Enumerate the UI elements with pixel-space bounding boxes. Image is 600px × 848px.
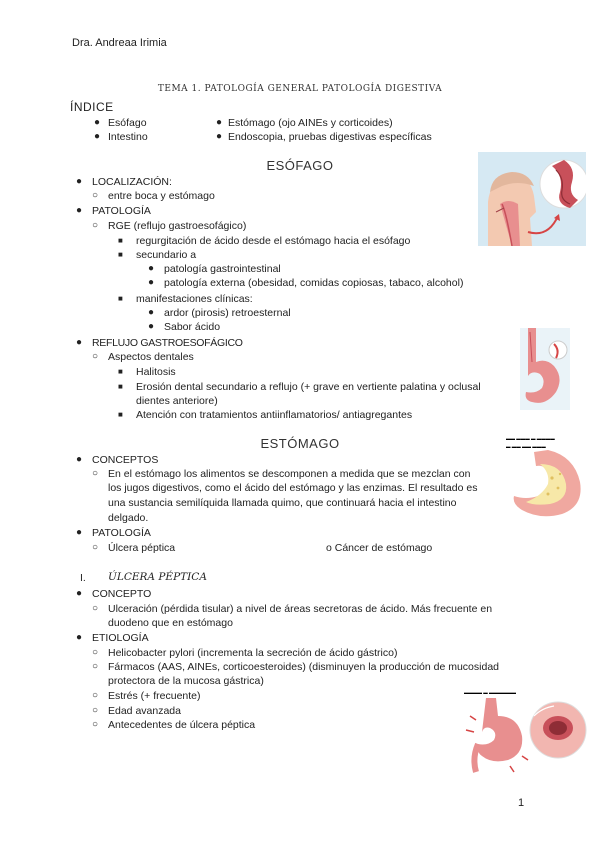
bullet-circle: ○ <box>92 468 99 479</box>
erosion-item-line1: Erosión dental secundario a reflujo (+ grave en vertiente palatina y oclusal <box>136 381 481 393</box>
bullet-dot: ● <box>148 321 155 332</box>
section-heading-esofago: ESÓFAGO <box>266 158 334 173</box>
rge-item: RGE (reflujo gastroesofágico) <box>108 220 247 232</box>
bullet-circle: ○ <box>92 661 99 672</box>
bullet-circle: ○ <box>92 705 99 716</box>
antecedentes-item: Antecedentes de úlcera péptica <box>108 719 256 731</box>
patologia-label: PATOLOGÍA <box>92 205 151 217</box>
ulcera-item: Úlcera péptica <box>108 542 176 554</box>
bullet-square: ■ <box>118 367 123 376</box>
farmacos-item-line1: Fármacos (AAS, AINEs, corticoesteroides) (disminuyen la producción de mucosidad <box>108 661 500 673</box>
index-item: Estómago (ojo AINEs y corticoides) <box>228 117 393 129</box>
concepto-text-line2: duodeno que en estómago <box>108 617 233 629</box>
conceptos-text-line1: En el estómago los alimentos se descomponen a medida que se mezclan con <box>108 468 471 480</box>
bullet-circle: ○ <box>92 719 99 730</box>
bullet-dot: ● <box>76 176 83 187</box>
regurgitacion-item: regurgitación de ácido desde el estómago hacia el esófago <box>136 235 411 247</box>
estres-item: Estrés (+ frecuente) <box>108 690 201 702</box>
sabor-item: Sabor ácido <box>164 321 221 333</box>
atencion-item: Atención con tratamientos antiinflamatorios/ antiagregantes <box>136 409 413 421</box>
conceptos-text-line4: delgado. <box>108 512 149 524</box>
bullet-dot: ● <box>94 131 101 142</box>
bullet-square: ■ <box>118 410 123 419</box>
section-numeral: I. <box>80 572 86 584</box>
patologia-estomago-label: PATOLOGÍA <box>92 527 151 539</box>
author-header: Dra. Andreaa Irimia <box>72 37 167 49</box>
halitosis-item: Halitosis <box>136 366 176 378</box>
esophagus-head-illustration <box>478 152 586 246</box>
index-item: Endoscopia, pruebas digestivas específicas <box>228 131 432 143</box>
bullet-dot: ● <box>216 131 223 142</box>
localizacion-label: LOCALIZACIÓN: <box>92 176 172 188</box>
section-heading-estomago: ESTÓMAGO <box>260 436 340 451</box>
manifestaciones-item: manifestaciones clínicas: <box>136 293 253 305</box>
bullet-circle: ○ <box>92 542 99 553</box>
etiologia-label: ETIOLOGÍA <box>92 632 149 644</box>
page-number: 1 <box>518 797 525 809</box>
secundario-item: secundario a <box>136 249 197 261</box>
conceptos-label: CONCEPTOS <box>92 454 159 466</box>
bullet-dot: ● <box>216 117 223 128</box>
pat-gastro-item: patología gastrointestinal <box>164 263 281 275</box>
index-item: Intestino <box>108 131 148 143</box>
ardor-item: ardor (pirosis) retroesternal <box>164 307 291 319</box>
bullet-square: ■ <box>118 294 123 303</box>
index-item: Esófago <box>108 117 147 129</box>
stomach-acid-illustration <box>504 434 588 520</box>
bullet-circle: ○ <box>92 690 99 701</box>
bullet-circle: ○ <box>92 190 99 201</box>
bullet-dot: ● <box>94 117 101 128</box>
helicobacter-item: Helicobacter pylori (incrementa la secreción de ácido gástrico) <box>108 647 398 659</box>
illustration-caption: ▬ ▬▬ ▬▬ ▬▬▬ <box>506 444 546 449</box>
concepto-text-line1: Ulceración (pérdida tisular) a nivel de áreas secretoras de ácido. Más frecuente en <box>108 603 493 615</box>
bullet-dot: ● <box>76 588 83 599</box>
illustration-caption: ▬▬▬▬ ▬ ▬▬▬▬▬▬ <box>464 690 517 695</box>
reflujo-label: REFLUJO GASTROESOFÁGICO <box>92 337 243 349</box>
bullet-dot: ● <box>76 527 83 538</box>
farmacos-item-line2: protectora de la mucosa gástrica) <box>108 675 264 687</box>
bullet-square: ■ <box>118 382 123 391</box>
illustration-caption: ▬▬ ▬▬▬ ▬ ▬▬▬▬ <box>506 436 555 441</box>
bullet-dot: ● <box>76 337 83 348</box>
bullet-dot: ● <box>148 263 155 274</box>
document-title: TEMA 1. PATOLOGÍA GENERAL PATOLOGÍA DIGESTIVA <box>157 84 443 94</box>
bullet-square: ■ <box>118 236 123 245</box>
bullet-square: ■ <box>118 250 123 259</box>
bullet-circle: ○ <box>92 603 99 614</box>
section-heading-ulcera: ÚLCERA PÉPTICA <box>108 571 207 583</box>
conceptos-text-line3: una sustancia semilíquida llamada quimo, que continuará hacia el intestino <box>108 497 457 509</box>
aspectos-item: Aspectos dentales <box>108 351 194 363</box>
bullet-dot: ● <box>76 454 83 465</box>
conceptos-text-line2: los jugos digestivos, como el ácido del estómago y las enzimas. El resultado es <box>108 482 478 494</box>
concepto-label: CONCEPTO <box>92 588 152 600</box>
erosion-item-line2: dientes anteriore) <box>136 395 218 407</box>
bullet-dot: ● <box>76 632 83 643</box>
cancer-item: o Cáncer de estómago <box>326 542 433 554</box>
pat-externa-item: patología externa (obesidad, comidas copiosas, tabaco, alcohol) <box>164 277 464 289</box>
bullet-dot: ● <box>148 307 155 318</box>
localizacion-detail: entre boca y estómago <box>108 190 215 202</box>
bullet-dot: ● <box>76 205 83 216</box>
stomach-ulcer-illustration <box>462 686 588 776</box>
bullet-dot: ● <box>148 277 155 288</box>
bullet-circle: ○ <box>92 220 99 231</box>
edad-item: Edad avanzada <box>108 705 181 717</box>
index-heading: ÍNDICE <box>70 100 114 114</box>
bullet-circle: ○ <box>92 351 99 362</box>
stomach-reflux-illustration <box>520 328 570 410</box>
bullet-circle: ○ <box>92 647 99 658</box>
